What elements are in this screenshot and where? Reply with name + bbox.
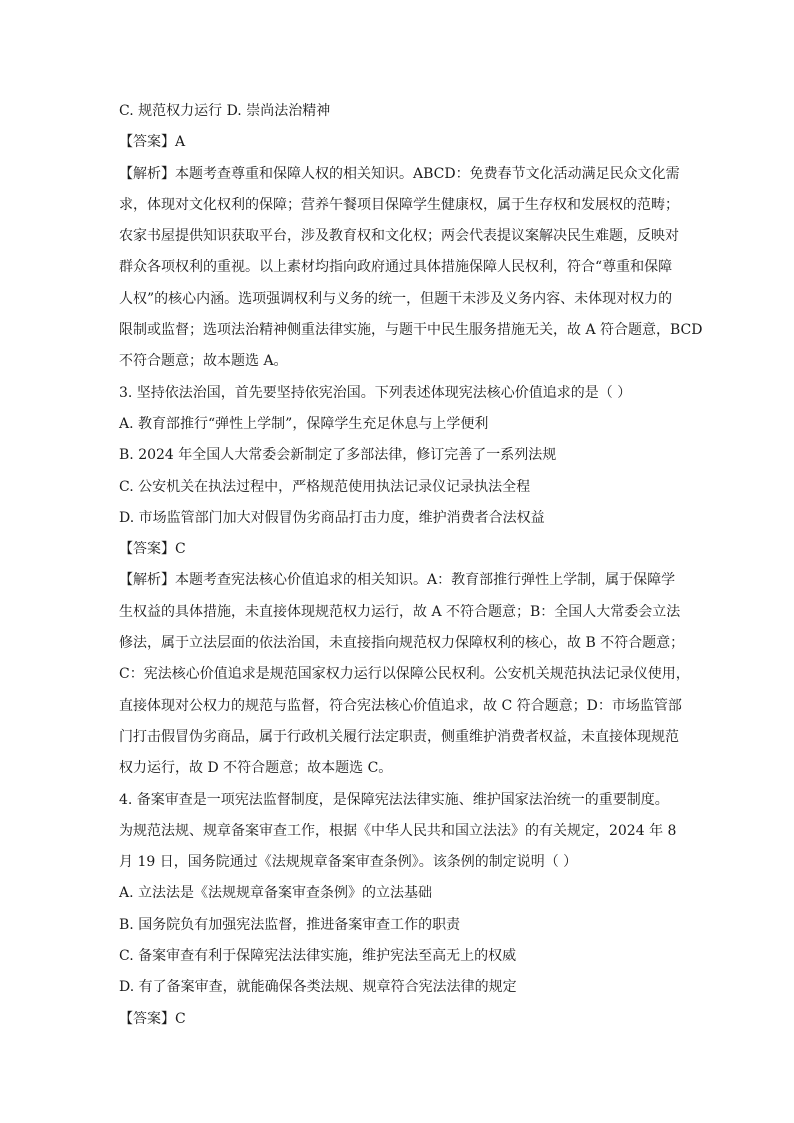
answer-line: 【答案】C	[119, 1010, 186, 1027]
question-3-stem: 3. 坚持依法治国，首先要坚持依宪治国。下列表述体现宪法核心价值追求的是（ ）	[119, 384, 632, 401]
option-line-c-d: C. 规范权力运行 D. 崇尚法治精神	[119, 103, 331, 119]
analysis-line: 直接体现对公权力的规范与监督，符合宪法核心价值追求，故 C 符合题意；D：市场监管部	[119, 697, 682, 714]
question-4-option-d: D. 有了备案审查，就能确保各类法规、规章符合宪法法律的规定	[119, 979, 517, 996]
analysis-line: 不符合题意；故本题选 A。	[119, 353, 288, 370]
answer-line: 【答案】C	[119, 541, 186, 558]
question-4-option-b: B. 国务院负有加强宪法监督，推进备案审查工作的职责	[119, 916, 461, 933]
analysis-line: 人权”的核心内涵。选项强调权利与义务的统一，但题干未涉及义务内容、未体现对权力的	[119, 290, 673, 307]
question-4-stem: 4. 备案审查是一项宪法监督制度，是保障宪法法律实施、维护国家法治统一的重要制度。	[119, 791, 669, 808]
question-3-option-c: C. 公安机关在执法过程中，严格规范使用执法记录仪记录执法全程	[119, 478, 531, 495]
analysis-line: 限制或监督；选项法治精神侧重法律实施，与题干中民生服务措施无关，故 A 符合题意，BCD	[119, 322, 703, 339]
analysis-line: 门打击假冒伪劣商品，属于行政机关履行法定职责，侧重维护消费者权益，未直接体现规范	[119, 728, 679, 745]
analysis-line: 生权益的具体措施，未直接体现规范权力运行，故 A 不符合题意；B：全国人大常委会立法	[119, 603, 681, 620]
analysis-line: 修法，属于立法层面的依法治国，未直接指向规范权力保障权利的核心，故 B 不符合题意；	[119, 635, 685, 652]
question-4-stem: 月 19 日，国务院通过《法规规章备案审查条例》。该条例的制定说明（ ）	[119, 854, 578, 871]
question-3-option-d: D. 市场监管部门加大对假冒伪劣商品打击力度，维护消费者合法权益	[119, 509, 545, 526]
analysis-line: 农家书屋提供知识获取平台，涉及教育权和文化权；两会代表提议案解决民生难题，反映对	[119, 228, 679, 245]
question-4-option-c: C. 备案审查有利于保障宪法法律实施，维护宪法至高无上的权威	[119, 948, 517, 965]
document-page	[119, 96, 703, 1035]
analysis-line: 权力运行，故 D 不符合题意；故本题选 C。	[119, 760, 393, 777]
answer-line: 【答案】A	[119, 134, 186, 151]
analysis-line: 【解析】本题考查宪法核心价值追求的相关知识。A：教育部推行弹性上学制，属于保障学	[119, 572, 676, 589]
analysis-line: 群众各项权利的重视。以上素材均指向政府通过具体措施保障人民权利，符合“尊重和保障	[119, 259, 673, 276]
analysis-line: 求，体现对文化权利的保障；营养午餐项目保障学生健康权，属于生存权和发展权的范畴；	[119, 196, 679, 213]
analysis-line: 【解析】本题考查尊重和保障人权的相关知识。ABCD：免费春节文化活动满足民众文化需	[119, 165, 680, 182]
question-4-stem: 为规范法规、规章备案审查工作，根据《中华人民共和国立法法》的有关规定，2024 年 8	[119, 822, 677, 839]
question-3-option-b: B. 2024 年全国人大常委会新制定了多部法律，修订完善了一系列法规	[119, 447, 557, 464]
question-3-option-a: A. 教育部推行“弹性上学制”，保障学生充足休息与上学便利	[119, 415, 489, 432]
question-4-option-a: A. 立法法是《法规规章备案审查条例》的立法基础	[119, 885, 433, 902]
analysis-line: C：宪法核心价值追求是规范国家权力运行以保障公民权利。公安机关规范执法记录仪使用，	[119, 666, 690, 683]
